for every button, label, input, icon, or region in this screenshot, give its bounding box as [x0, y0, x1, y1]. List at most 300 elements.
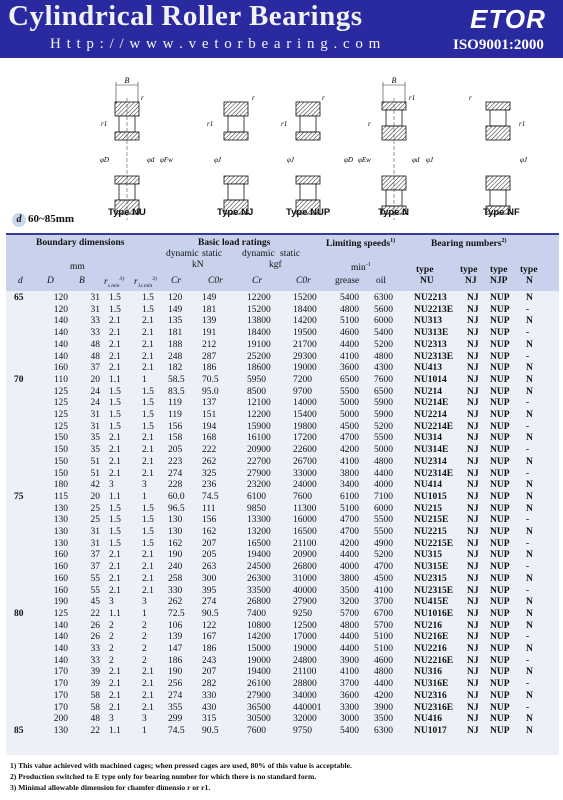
cell-rs: 1.5: [109, 527, 121, 537]
brand-logo: [458, 5, 558, 33]
cell-nu: NU313E: [414, 328, 449, 339]
cell-B: 24: [90, 386, 100, 397]
cell-grease: 4700: [340, 527, 359, 537]
cell-cr-kgf: 13300: [247, 515, 271, 526]
cell-nup: NUP: [490, 573, 510, 584]
cell-cr-kn: 190: [168, 667, 183, 678]
cell-oil: 5000: [374, 445, 393, 456]
table-row: [6, 609, 559, 621]
cell-c0r-kgf: 19800: [293, 421, 317, 432]
sub-mm: mm: [70, 262, 85, 272]
cell-B: 33: [90, 655, 100, 666]
cell-c0r-kn: 149: [202, 293, 217, 303]
cell-rs: 1.1: [109, 725, 121, 736]
cell-grease: 4700: [340, 433, 359, 444]
cell-d: 70: [14, 374, 24, 385]
cell-n: -: [526, 702, 530, 713]
cell-D: 160: [53, 562, 68, 573]
cell-c0r-kgf: 15200: [293, 293, 317, 303]
cell-D: 140: [53, 620, 68, 631]
footnotes: [10, 760, 352, 793]
cell-nj: NJ: [467, 714, 479, 725]
cell-cr-kgf: 9850: [247, 503, 266, 514]
cell-rs: 1.5: [109, 515, 121, 526]
diagram-type-nu: [100, 76, 173, 220]
cell-rs: 2.1: [109, 339, 121, 350]
type-label-nj: Type NJ: [217, 207, 254, 218]
cell-nu: NU416: [414, 714, 442, 725]
table-row: [6, 632, 559, 644]
cell-cr-kgf: 12100: [247, 398, 271, 409]
cell-c0r-kn: 205: [202, 550, 217, 561]
cell-cr-kgf: 19400: [247, 550, 271, 561]
dim-label: r: [141, 94, 144, 102]
cell-nj: NJ: [467, 363, 479, 374]
cell-cr-kn: 149: [168, 304, 183, 315]
cell-B: 58: [90, 690, 100, 701]
cell-cr-kgf: 27900: [247, 690, 271, 701]
cell-D: 125: [53, 386, 68, 397]
cell-r1s: 3: [142, 597, 147, 608]
cell-n: N: [526, 456, 533, 467]
cell-nj: NJ: [467, 386, 479, 397]
cell-D: 170: [53, 690, 68, 701]
cell-c0r-kn: 300: [202, 573, 217, 584]
col-D: D: [47, 276, 54, 286]
cell-oil: 5200: [374, 421, 393, 432]
dim-label: φFw: [160, 156, 173, 164]
cell-grease: 3000: [340, 714, 359, 725]
cell-rs: 2.1: [109, 562, 121, 573]
col-type-nu: type: [416, 265, 434, 275]
cell-r1s: 1.5: [142, 304, 154, 315]
cell-cr-kn: 223: [168, 456, 183, 467]
cell-c0r-kgf: 22600: [293, 445, 317, 456]
cell-D: 125: [53, 608, 68, 619]
cell-rs: 2.1: [109, 445, 121, 456]
cell-rs: 1.5: [109, 410, 121, 420]
cell-nup: NUP: [490, 620, 510, 631]
cell-cr-kgf: 16100: [247, 433, 271, 444]
table-row: [6, 398, 559, 410]
cell-r1s: 1: [142, 725, 147, 736]
cell-rs: 3: [109, 597, 114, 608]
cell-cr-kn: 256: [168, 679, 183, 690]
cell-grease: 4500: [340, 421, 359, 432]
cell-oil: 5900: [374, 398, 393, 409]
cell-rs: 2.1: [109, 550, 121, 561]
cell-oil: 4700: [374, 562, 393, 573]
cell-B: 22: [90, 725, 100, 736]
cell-n: N: [526, 714, 533, 725]
bore-symbol: d: [12, 213, 26, 227]
cell-r1s: 1: [142, 491, 147, 502]
sub-kn: kN: [192, 260, 204, 270]
table-row: [6, 340, 559, 352]
cell-cr-kn: 130: [168, 527, 183, 537]
cell-cr-kn: 181: [168, 328, 183, 339]
cell-rs: 2.1: [109, 702, 121, 713]
cell-cr-kn: 106: [168, 620, 183, 631]
cell-c0r-kgf: 7200: [293, 374, 312, 385]
cell-oil: 5700: [374, 620, 393, 631]
table-row: [6, 457, 559, 469]
cell-oil: 3500: [374, 714, 393, 725]
website-url[interactable]: H t t p : / / w w w . v e t o r b e a r i n g . c o m: [50, 36, 382, 52]
table-row: [6, 527, 559, 539]
cell-cr-kgf: 26100: [247, 679, 271, 690]
cell-nup: NUP: [490, 608, 510, 619]
cell-nj: NJ: [467, 679, 479, 690]
cell-nu: NU216E: [414, 632, 449, 643]
cell-B: 42: [90, 480, 100, 491]
col-cr-kgf: Cr: [252, 276, 263, 286]
cell-c0r-kn: 74.5: [202, 491, 219, 502]
cell-c0r-kn: 330: [202, 690, 217, 701]
cell-grease: 5500: [340, 386, 359, 397]
cell-D: 140: [53, 655, 68, 666]
cell-nu: NU2313E: [414, 351, 454, 362]
dim-label: r: [469, 94, 472, 102]
cell-oil: 5100: [374, 632, 393, 643]
cell-n: N: [526, 316, 533, 327]
cell-rs: 2.1: [109, 679, 121, 690]
cell-c0r-kgf: 21700: [293, 339, 317, 350]
cell-c0r-kn: 167: [202, 632, 217, 643]
cell-nj: NJ: [467, 702, 479, 713]
cell-B: 31: [90, 304, 100, 315]
cell-nj: NJ: [467, 456, 479, 467]
cell-nup: NUP: [490, 702, 510, 713]
table-row: [6, 433, 559, 445]
cell-nj: NJ: [467, 410, 479, 420]
cell-nup: NUP: [490, 445, 510, 456]
cell-cr-kn: 228: [168, 480, 183, 491]
table-row: [6, 410, 559, 422]
cell-nj: NJ: [467, 468, 479, 479]
cell-n: -: [526, 468, 530, 479]
cell-cr-kn: 186: [168, 655, 183, 666]
cell-B: 55: [90, 573, 100, 584]
cell-nj: NJ: [467, 725, 479, 736]
cell-cr-kgf: 12200: [247, 293, 271, 303]
cell-oil: 5400: [374, 328, 393, 339]
cell-oil: 3900: [374, 702, 393, 713]
cell-c0r-kgf: 9250: [293, 608, 312, 619]
cell-oil: 6300: [374, 293, 393, 303]
cell-rs: 2: [109, 632, 114, 643]
cell-nj: NJ: [467, 503, 479, 514]
cell-n: N: [526, 573, 533, 584]
col-r1s: $r_{1s min}^{3)}$: [134, 276, 157, 290]
cell-nu: NU215: [414, 503, 442, 514]
cell-nj: NJ: [467, 491, 479, 502]
cell-nj: NJ: [467, 620, 479, 631]
cell-cr-kn: 120: [168, 293, 183, 303]
cell-oil: 5900: [374, 410, 393, 420]
cell-r1s: 2.1: [142, 316, 154, 327]
type-label-nup: Type NUP: [286, 207, 331, 218]
cell-nup: NUP: [490, 538, 510, 549]
cell-nj: NJ: [467, 351, 479, 362]
cell-cr-kn: 162: [168, 538, 183, 549]
cell-d: 85: [14, 725, 24, 736]
cell-c0r-kn: 222: [202, 445, 217, 456]
cell-nu: NU414: [414, 480, 442, 491]
cell-n: -: [526, 445, 530, 456]
cell-cr-kn: 60.0: [168, 491, 185, 502]
cell-B: 25: [90, 515, 100, 526]
cell-D: 140: [53, 339, 68, 350]
cell-rs: 1.5: [109, 538, 121, 549]
dim-label: r: [322, 94, 325, 102]
cell-c0r-kn: 122: [202, 620, 217, 631]
cell-D: 130: [53, 515, 68, 526]
cell-rs: 2.1: [109, 585, 121, 596]
cell-B: 48: [90, 339, 100, 350]
cell-nup: NUP: [490, 339, 510, 350]
bearing-diagrams: [0, 58, 563, 238]
cell-D: 125: [53, 421, 68, 432]
cell-cr-kgf: 27900: [247, 468, 271, 479]
cell-oil: 6300: [374, 725, 393, 736]
table-row: [6, 504, 559, 516]
cell-nu: NU2214: [414, 410, 447, 420]
cell-D: 170: [53, 667, 68, 678]
cell-rs: 2.1: [109, 316, 121, 327]
cell-B: 33: [90, 328, 100, 339]
cell-c0r-kgf: 34000: [293, 690, 317, 701]
dim-label: φd: [147, 156, 155, 164]
cell-D: 160: [53, 573, 68, 584]
cell-n: -: [526, 421, 530, 432]
cell-cr-kn: 58.5: [168, 374, 185, 385]
sub-min: $\min^{-1}$: [351, 262, 371, 274]
cell-grease: 4600: [340, 328, 359, 339]
table-row: [6, 293, 559, 305]
cell-cr-kn: 274: [168, 690, 183, 701]
cell-rs: 1.1: [109, 491, 121, 502]
cell-B: 39: [90, 667, 100, 678]
type-label-n: Type N: [378, 207, 409, 218]
cell-D: 160: [53, 585, 68, 596]
cell-B: 26: [90, 620, 100, 631]
cell-r1s: 2: [142, 644, 147, 654]
cell-D: 150: [53, 468, 68, 479]
cell-n: N: [526, 597, 533, 608]
cell-grease: 5100: [340, 503, 359, 514]
cell-D: 130: [53, 527, 68, 537]
cell-grease: 4000: [340, 562, 359, 573]
cell-oil: 5500: [374, 515, 393, 526]
cell-D: 160: [53, 550, 68, 561]
cell-B: 39: [90, 679, 100, 690]
cell-cr-kn: 299: [168, 714, 183, 725]
table-row: [6, 597, 559, 609]
cell-grease: 4800: [340, 304, 359, 315]
cell-nu: NU2315: [414, 573, 447, 584]
cell-oil: 7100: [374, 491, 393, 502]
cell-D: 120: [53, 293, 68, 303]
cell-oil: 6700: [374, 608, 393, 619]
cell-nu: NU415E: [414, 597, 449, 608]
cell-c0r-kgf: 40000: [293, 585, 317, 596]
cell-c0r-kgf: 33000: [293, 468, 317, 479]
cell-nu: NU214: [414, 386, 442, 397]
cell-n: N: [526, 386, 533, 397]
cell-oil: 4400: [374, 468, 393, 479]
cell-nup: NUP: [490, 304, 510, 315]
cell-oil: 4400: [374, 679, 393, 690]
cell-n: -: [526, 328, 530, 339]
cell-D: 170: [53, 702, 68, 713]
col-oil: oil: [376, 276, 387, 286]
diagram-type-nf: [469, 94, 528, 214]
cell-nup: NUP: [490, 491, 510, 502]
cell-oil: 4100: [374, 585, 393, 596]
cell-nup: NUP: [490, 690, 510, 701]
cell-nj: NJ: [467, 374, 479, 385]
cell-nu: NU2213E: [414, 304, 454, 315]
cell-D: 120: [53, 304, 68, 315]
logo-text: ETOR: [470, 5, 546, 33]
cell-nu: NU2216: [414, 644, 447, 654]
diagram-type-nup: [281, 94, 325, 214]
cell-n: -: [526, 398, 530, 409]
cell-rs: 2.1: [109, 456, 121, 467]
col-type-nj: type: [460, 265, 478, 275]
col-c0r-kn: C0r: [208, 276, 223, 286]
cell-c0r-kgf: 24800: [293, 655, 317, 666]
sub-static-kgf: static: [280, 249, 301, 259]
cell-oil: 5200: [374, 550, 393, 561]
cell-grease: 3600: [340, 363, 359, 374]
cell-nj: NJ: [467, 597, 479, 608]
cell-oil: 5500: [374, 433, 393, 444]
table-row: [6, 328, 559, 340]
cell-c0r-kn: 156: [202, 515, 217, 526]
cell-rs: 1.5: [109, 304, 121, 315]
cell-nup: NUP: [490, 328, 510, 339]
cell-cr-kn: 190: [168, 550, 183, 561]
cell-nu: NU316E: [414, 679, 449, 690]
dim-label: φJ: [426, 156, 433, 164]
cell-grease: 4200: [340, 538, 359, 549]
cell-r1s: 2: [142, 632, 147, 643]
cell-r1s: 2: [142, 620, 147, 631]
cell-nup: NUP: [490, 655, 510, 666]
cell-oil: 3700: [374, 597, 393, 608]
cell-rs: 2.1: [109, 573, 121, 584]
cell-B: 37: [90, 550, 100, 561]
cell-c0r-kgf: 12500: [293, 620, 317, 631]
cell-oil: 4800: [374, 667, 393, 678]
cell-grease: 3600: [340, 690, 359, 701]
cell-c0r-kn: 430: [202, 702, 217, 713]
cell-rs: 2.1: [109, 328, 121, 339]
cell-grease: 3900: [340, 655, 359, 666]
cell-grease: 3700: [340, 679, 359, 690]
cell-nup: NUP: [490, 714, 510, 725]
cell-nup: NUP: [490, 456, 510, 467]
table-row: [6, 375, 559, 387]
cell-cr-kn: 188: [168, 339, 183, 350]
cell-grease: 4400: [340, 632, 359, 643]
cell-B: 31: [90, 538, 100, 549]
cell-r1s: 2.1: [142, 433, 154, 444]
cell-d: 75: [14, 491, 24, 502]
cell-grease: 3200: [340, 597, 359, 608]
cell-c0r-kn: 70.5: [202, 374, 219, 385]
cell-D: 200: [53, 714, 68, 725]
cell-grease: 5400: [340, 725, 359, 736]
cell-cr-kn: 96.5: [168, 503, 185, 514]
cell-B: 31: [90, 410, 100, 420]
cell-n: N: [526, 410, 533, 420]
cell-n: -: [526, 679, 530, 690]
cell-c0r-kgf: 17200: [293, 433, 317, 444]
cell-cr-kn: 147: [168, 644, 183, 654]
cell-c0r-kn: 139: [202, 316, 217, 327]
cell-cr-kgf: 26800: [247, 597, 271, 608]
table-row: [6, 726, 559, 738]
cell-n: -: [526, 632, 530, 643]
bearing-table: [6, 233, 559, 755]
cell-r1s: 1.5: [142, 503, 154, 514]
cell-c0r-kn: 315: [202, 714, 217, 725]
cell-c0r-kn: 262: [202, 456, 217, 467]
cell-nup: NUP: [490, 632, 510, 643]
col-c0r-kgf: C0r: [296, 276, 311, 286]
cell-B: 24: [90, 398, 100, 409]
cell-n: -: [526, 515, 530, 526]
table-row: [6, 644, 559, 656]
page-title: Cylindrical Roller Bearings: [8, 0, 363, 32]
table-row: [6, 469, 559, 481]
cell-c0r-kgf: 7600: [293, 491, 312, 502]
dim-label: φD: [344, 156, 353, 164]
cell-d: 65: [14, 293, 24, 303]
cell-B: 45: [90, 597, 100, 608]
cell-B: 31: [90, 527, 100, 537]
table-row: [6, 352, 559, 364]
cell-rs: 2.1: [109, 351, 121, 362]
cell-B: 37: [90, 562, 100, 573]
dim-label: φEw: [358, 156, 371, 164]
cell-cr-kn: 330: [168, 585, 183, 596]
dim-label: φJ: [520, 156, 527, 164]
cell-nup: NUP: [490, 363, 510, 374]
cell-r1s: 1: [142, 608, 147, 619]
cell-B: 35: [90, 433, 100, 444]
cell-nj: NJ: [467, 573, 479, 584]
cell-c0r-kn: 191: [202, 328, 217, 339]
cell-n: N: [526, 433, 533, 444]
cell-cr-kn: 135: [168, 316, 183, 327]
cell-r1s: 2.1: [142, 328, 154, 339]
dim-label: φD: [100, 156, 109, 164]
cell-nj: NJ: [467, 550, 479, 561]
col-B: B: [79, 276, 85, 286]
group-boundary: Boundary dimensions: [36, 238, 125, 248]
cell-r1s: 2.1: [142, 445, 154, 456]
cell-c0r-kgf: 19000: [293, 644, 317, 654]
cell-c0r-kgf: 9750: [293, 725, 312, 736]
cell-D: 180: [53, 480, 68, 491]
cell-B: 51: [90, 456, 100, 467]
cell-nup: NUP: [490, 597, 510, 608]
cell-oil: 5200: [374, 339, 393, 350]
